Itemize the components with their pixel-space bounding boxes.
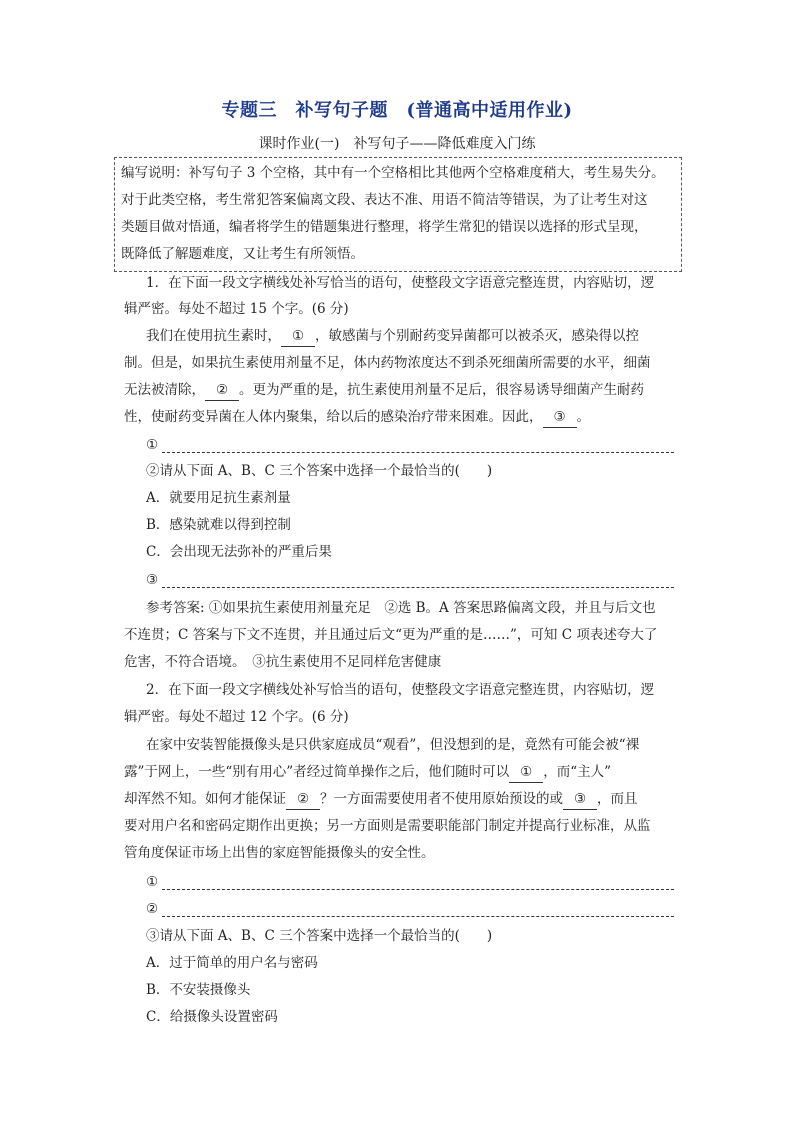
- q2-answer-mark-1: ①: [146, 874, 159, 890]
- page-title: 专题三 补写句子题 (普通高中适用作业): [221, 100, 573, 121]
- q2-answer-line-1[interactable]: [162, 889, 674, 890]
- q1-stem-line2: 辑严密。每处不超过 15 个字。(6 分): [124, 301, 349, 317]
- q1-passage-line: 制。但是，如果抗生素使用剂量不足，体内药物浓度达不到杀死细菌所需要的水平，细菌: [124, 355, 651, 371]
- note-line: 既降低了解题难度，又让考生有所领悟。: [121, 246, 364, 262]
- q2-option-a[interactable]: A．过于简单的用户名与密码: [146, 955, 318, 971]
- q1-blank-3[interactable]: ③: [543, 407, 577, 428]
- q1-blank-2[interactable]: ②: [205, 380, 239, 401]
- q2-passage-line: 在家中安装智能摄像头是只供家庭成员“观看”，但没想到的是，竟然有可能会被“裸: [146, 737, 640, 753]
- q1-reference-answer: 不连贯；C 答案与下文不连贯，并且通过后文“更为严重的是……”，可知 C 项表述夸大了: [124, 627, 658, 643]
- q2-passage-line: 却浑然不知。如何才能保证 ② ？一方面需要使用者不使用原始预设的或 ③ ，而且: [124, 789, 638, 810]
- q1-passage-line: 无法被清除， ② 。更为严重的是，抗生素使用剂量不足后，很容易诱导细菌产生耐药: [124, 380, 644, 401]
- q1-passage-line: 性，使耐药变异菌在人体内聚集，给以后的感染治疗带来困难。因此， ③ 。: [124, 407, 590, 428]
- q2-option-b[interactable]: B．不安装摄像头: [146, 982, 251, 998]
- q1-stem-line1: 1．在下面一段文字横线处补写恰当的语句，使整段文字语意完整连贯，内容贴切，逻: [146, 275, 655, 291]
- q2-answer-mark-2: ②: [146, 901, 159, 917]
- q1-answer-line-3[interactable]: [162, 587, 674, 588]
- q1-answer-mark-1: ①: [146, 437, 159, 453]
- q1-option-b[interactable]: B．感染就难以得到控制: [146, 517, 291, 533]
- q2-stem-line2: 辑严密。每处不超过 12 个字。(6 分): [124, 709, 349, 725]
- note-line: 对于此类空格，考生常犯答案偏离文段、表达不准、用语不简洁等错误，为了让考生对这: [121, 192, 648, 208]
- q2-blank-1[interactable]: ①: [509, 762, 543, 783]
- q1-choice-prompt: ②请从下面 A、B、C 三个答案中选择一个最恰当的( ): [146, 463, 493, 479]
- q1-blank-1[interactable]: ①: [281, 326, 315, 347]
- editor-note-box: [114, 157, 682, 272]
- q2-passage-line: 要对用户名和密码定期作出更换；另一方面则是需要职能部门制定并提高行业标准，从监: [124, 818, 651, 834]
- q1-reference-answer: 危害，不符合语境。 ③抗生素使用不足同样危害健康: [124, 654, 442, 670]
- q2-option-c[interactable]: C．给摄像头设置密码: [146, 1009, 278, 1025]
- q2-answer-line-2[interactable]: [162, 916, 674, 917]
- q2-stem-line1: 2．在下面一段文字横线处补写恰当的语句，使整段文字语意完整连贯，内容贴切，逻: [146, 682, 655, 698]
- note-line: 类题目做对悟通，编者将学生的错题集进行整理，将学生常犯的错误以选择的形式呈现，: [121, 219, 648, 235]
- q2-choice-prompt: ③请从下面 A、B、C 三个答案中选择一个最恰当的( ): [146, 928, 493, 944]
- q2-passage-line: 露”于网上，一些“别有用心”者经过简单操作之后，他们随时可以 ① ，而“主人”: [124, 762, 611, 783]
- note-line: 编写说明：补写句子 3 个空格，其中有一个空格相比其他两个空格难度稍大，考生易失分。: [121, 165, 665, 181]
- page-subtitle: 课时作业(一) 补写句子——降低难度入门练: [258, 136, 536, 152]
- q2-passage-line: 管角度保证市场上出售的家庭智能摄像头的安全性。: [124, 845, 435, 861]
- q1-option-c[interactable]: C．会出现无法弥补的严重后果: [146, 544, 332, 560]
- q1-answer-mark-3: ③: [146, 572, 159, 588]
- q2-blank-2[interactable]: ②: [286, 789, 320, 810]
- q1-answer-line-1[interactable]: [162, 452, 674, 453]
- q1-reference-answer: 参考答案: ①如果抗生素使用剂量充足 ②选 B。A 答案思路偏离文段，并且与后文也: [146, 600, 656, 616]
- q2-blank-3[interactable]: ③: [563, 789, 597, 810]
- q1-option-a[interactable]: A．就要用足抗生素剂量: [146, 490, 291, 506]
- q1-passage-line: 我们在使用抗生素时， ① ，敏感菌与个别耐药变异菌都可以被杀灭，感染得以控: [146, 326, 639, 347]
